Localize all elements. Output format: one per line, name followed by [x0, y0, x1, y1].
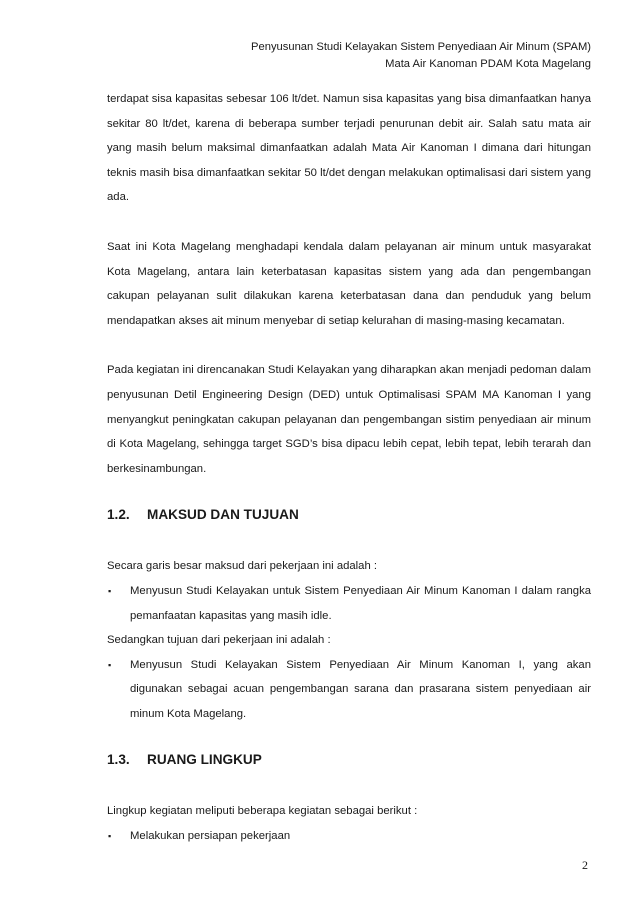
ruang-lingkup-intro: Lingkup kegiatan meliputi beberapa kegiatan sebagai berikut : [107, 805, 418, 818]
section-number: 1.2. [107, 507, 130, 523]
list-item [107, 653, 591, 727]
section-number: 1.3. [107, 752, 130, 768]
tujuan-intro: Sedangkan tujuan dari pekerjaan ini adalah : [107, 634, 331, 647]
list-item-text: Menyusun Studi Kelayakan Sistem Penyediaan Air Minum Kanoman I, yang akan digunakan sebagai acuan pengembangan sarana dan prasarana sistem penyediaan air minum Kota Magelang. [130, 658, 591, 720]
paragraph-capacity: terdapat sisa kapasitas sebesar 106 lt/det. Namun sisa kapasitas yang bisa dimanfaatkan hanya sekitar 80 lt/det, karena di beberapa sumber terjadi penurunan debit air. Salah satu mata air yang masih belum maksimal dimanfaatkan adalah Mata Air Kanoman I dimana dari hitungan teknis masih bisa dimanfaatkan sekitar 50 lt/det dengan melakukan optimalisasi dari sistem yang ada. [107, 93, 591, 204]
header-title-line-1: Penyusunan Studi Kelayakan Sistem Penyediaan Air Minum (SPAM) [251, 41, 591, 53]
page-header [251, 39, 591, 73]
paragraph-planning: Pada kegiatan ini direncanakan Studi Kelayakan yang diharapkan akan menjadi pedoman dalam penyusunan Detil Engineering Design (DED) untuk Optimalisasi SPAM MA Kanoman I yang menyangkut peningkatan cakupan pelayanan dan pengembangan sistim penyediaan air minum di Kota Magelang, sehingga target SGD’s bisa dipacu lebih cepat, lebih tepat, lebih terarah dan berkesinambungan. [107, 364, 591, 475]
list-item-text: Melakukan persiapan pekerjaan [130, 830, 291, 843]
paragraph-constraints: Saat ini Kota Magelang menghadapi kendala dalam pelayanan air minum untuk masyarakat Kota Magelang, antara lain keterbatasan kapasitas sistem yang ada dan pengembangan cakupan pelayanan sulit dilakukan karena keterbatasan dana dan penduduk yang belum mendapatkan akses ait minum menyebar di setiap kelurahan di masing-masing kecamatan. [107, 240, 591, 327]
section-heading-ruang-lingkup [107, 748, 591, 772]
bullet-icon: ▪ [108, 659, 112, 670]
bullet-icon: ▪ [108, 831, 112, 842]
header-title-line-2: Mata Air Kanoman PDAM Kota Magelang [385, 58, 591, 70]
document-body [107, 87, 591, 849]
maksud-intro: Secara garis besar maksud dari pekerjaan ini adalah : [107, 560, 378, 573]
list-item-text: Menyusun Studi Kelayakan untuk Sistem Penyediaan Air Minum Kanoman I dalam rangka pemanfaatan kapasitas yang masih idle. [130, 584, 591, 622]
bullet-icon: ▪ [108, 585, 112, 596]
list-item [107, 579, 591, 628]
list-item [107, 824, 591, 849]
section-heading-maksud-tujuan [107, 503, 591, 527]
section-title: MAKSUD DAN TUJUAN [147, 507, 299, 523]
page-number: 2 [582, 858, 588, 872]
section-title: RUANG LINGKUP [147, 752, 262, 768]
